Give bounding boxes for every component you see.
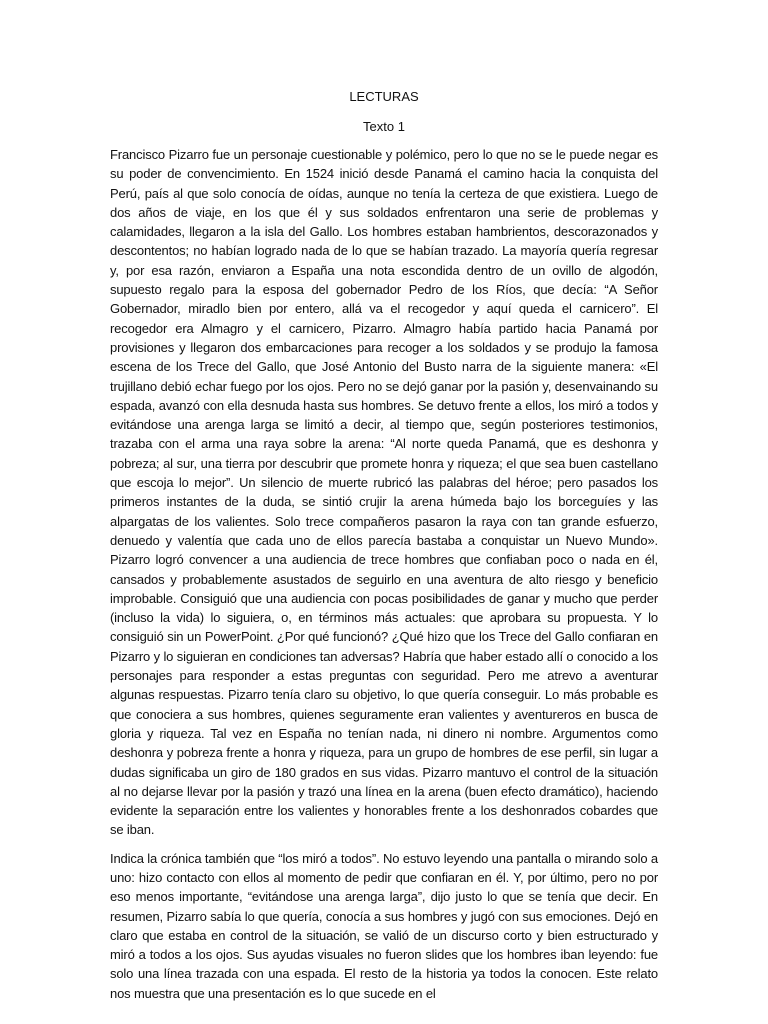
body-paragraph: Francisco Pizarro fue un personaje cuestionable y polémico, pero lo que no se le puede negar es su poder de convencimiento. En 1524 inició desde Panamá el camino hacia la conquista del Perú, país al que solo conocía de oídas, aunque no tenía la certeza de que existiera. Luego de dos años de viaje, en los que él y sus soldados enfrentaron una serie de problemas y calamidades, llegaron a la isla del Gallo. Los hombres estaban hambrientos, descorazonados y descontentos; no habían logrado nada de lo que se habían trazado. La mayoría quería regresar y, por esa razón, enviaron a España una nota escondida dentro de un ovillo de algodón, supuesto regalo para la esposa del gobernador Pedro de los Ríos, que decía: “A Señor Gobernador, miradlo bien por entero, allá va el recogedor y aquí queda el carnicero”. El recogedor era Almagro y el carnicero, Pizarro. Almagro había partido hacia Panamá por provisiones y llegaron dos embarcaciones para recoger a los soldados y se produjo la famosa escena de los Trece del Gallo, que José Antonio del Busto narra de la siguiente manera: «El trujillano debió echar fuego por los ojos. Pero no se dejó ganar por la pasión y, desenvainando su espada, avanzó con ella desnuda hasta sus hombres. Se detuvo frente a ellos, los miró a todos y evitándose una arenga larga se limitó a decir, al tiempo que, según posteriores testimonios, trazaba con el arma una raya sobre la arena: “Al norte queda Panamá, que es deshonra y pobreza; al sur, una tierra por descubrir que promete honra y riqueza; el que sea buen castellano que escoja lo mejor”. Un silencio de muerte rubricó las palabras del héroe; pero pasados los primeros instantes de la duda, se sintió crujir la arena húmeda bajo los borceguíes y las alpargatas de los valientes. Solo trece compañeros pasaron la raya con tan grande esfuerzo, denuedo y valentía que cada uno de ellos parecía bastaba a conquistar un Nuevo Mundo». Pizarro logró convencer a una audiencia de trece hombres que confiaban poco o nada en él, cansados y probablemente asustados de seguirlo en una aventura de alto riesgo y beneficio improbable. Consiguió que una audiencia con pocas posibilidades de ganar y mucho que perder (incluso la vida) lo siguiera, o, en términos más actuales: que aprobara su propuesta. Y lo consiguió sin un PowerPoint. ¿Por qué funcionó? ¿Qué hizo que los Trece del Gallo confiaran en Pizarro y lo siguieran en condiciones tan adversas? Habría que haber estado allí o conocido a los personajes para responder a estas preguntas con seguridad. Pero me atrevo a aventurar algunas respuestas. Pizarro tenía claro su objetivo, lo que quería conseguir. Lo más probable es que conociera a sus hombres, quienes seguramente eran valientes y aventureros en busca de gloria y riqueza. Tal vez en España no tenían nada, ni dinero ni nombre. Argumentos como deshonra y pobreza frente a honra y riqueza, para un grupo de hombres de ese perfil, sin lugar a dudas significaba un giro de 180 grados en sus vidas. Pizarro mantuvo el control de la situación al no dejarse llevar por la pasión y trazó una línea en la arena (buen efecto dramático), haciendo evidente la separación entre los valientes y honorables frente a los deshonrados cobardes que se iban. xyxy=(110,147,658,838)
body-paragraph: Indica la crónica también que “los miró a todos”. No estuvo leyendo una pantalla o mirando solo a uno: hizo contacto con ellos al momento de pedir que confiaran en él. Y, por último, pero no por eso menos importante, “evitándose una arenga larga”, dijo justo lo que se tenía que decir. En resumen, Pizarro sabía lo que quería, conocía a sus hombres y jugó con sus emociones. Dejó en claro que estaba en control de la situación, se valió de un discurso corto y bien estructurado y miró a todos a los ojos. Sus ayudas visuales no fueron slides que los hombres iban leyendo: fue solo una línea trazada con una espada. El resto de la historia ya todos la conocen. Este relato nos muestra que una presentación es lo que sucede en el xyxy=(110,850,658,1001)
document-subtitle: Texto 1 xyxy=(363,119,405,134)
document-title: LECTURAS xyxy=(349,89,419,104)
